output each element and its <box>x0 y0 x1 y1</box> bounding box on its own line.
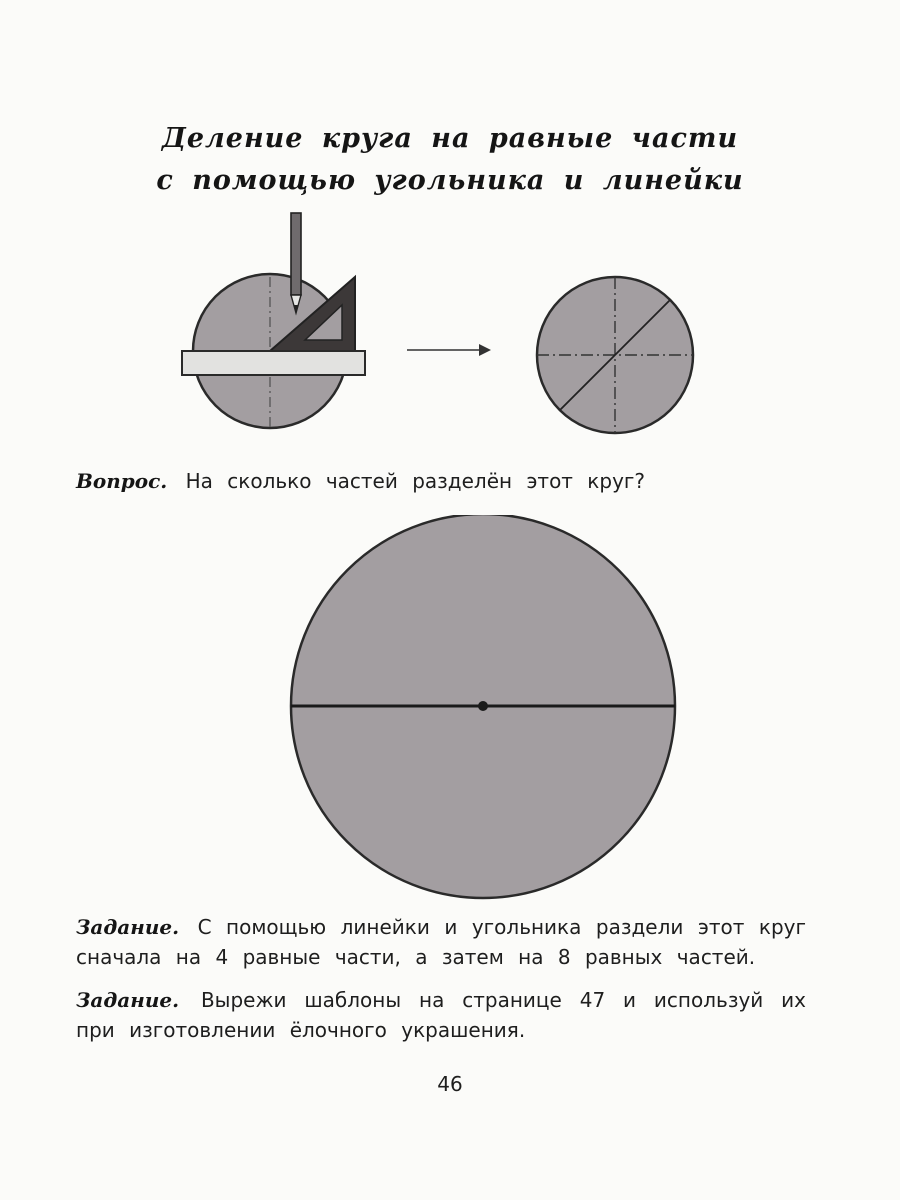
title-line-2: с помощью угольника и линейки <box>156 165 744 196</box>
task1-paragraph <box>76 912 806 972</box>
question-label: Вопрос. <box>76 469 168 493</box>
task2-text: Вырежи шаблоны на странице 47 и используй их при изготовлении ёлочного украшения. <box>76 988 806 1042</box>
page-number: 46 <box>437 1072 463 1096</box>
pencil-icon <box>291 213 301 313</box>
large-circle-illustration <box>285 515 685 905</box>
divided-circle-illustration <box>530 270 700 440</box>
page-title <box>0 118 900 202</box>
question-text: На сколько частей разделён этот круг? <box>185 469 646 493</box>
task1-text: С помощью линейки и угольника раздели этот круг сначала на 4 равные части, а затем на 8 равных частей. <box>76 915 806 969</box>
task2-label: Задание. <box>76 988 180 1012</box>
task1-label: Задание. <box>76 915 180 939</box>
question-paragraph <box>76 466 806 496</box>
ruler-triangle-illustration <box>170 205 380 435</box>
task2-paragraph <box>76 985 806 1045</box>
title-line-1: Деление круга на равные части <box>161 123 739 154</box>
center-point <box>478 701 488 711</box>
ruler <box>182 351 365 375</box>
arrow-icon <box>405 340 495 360</box>
